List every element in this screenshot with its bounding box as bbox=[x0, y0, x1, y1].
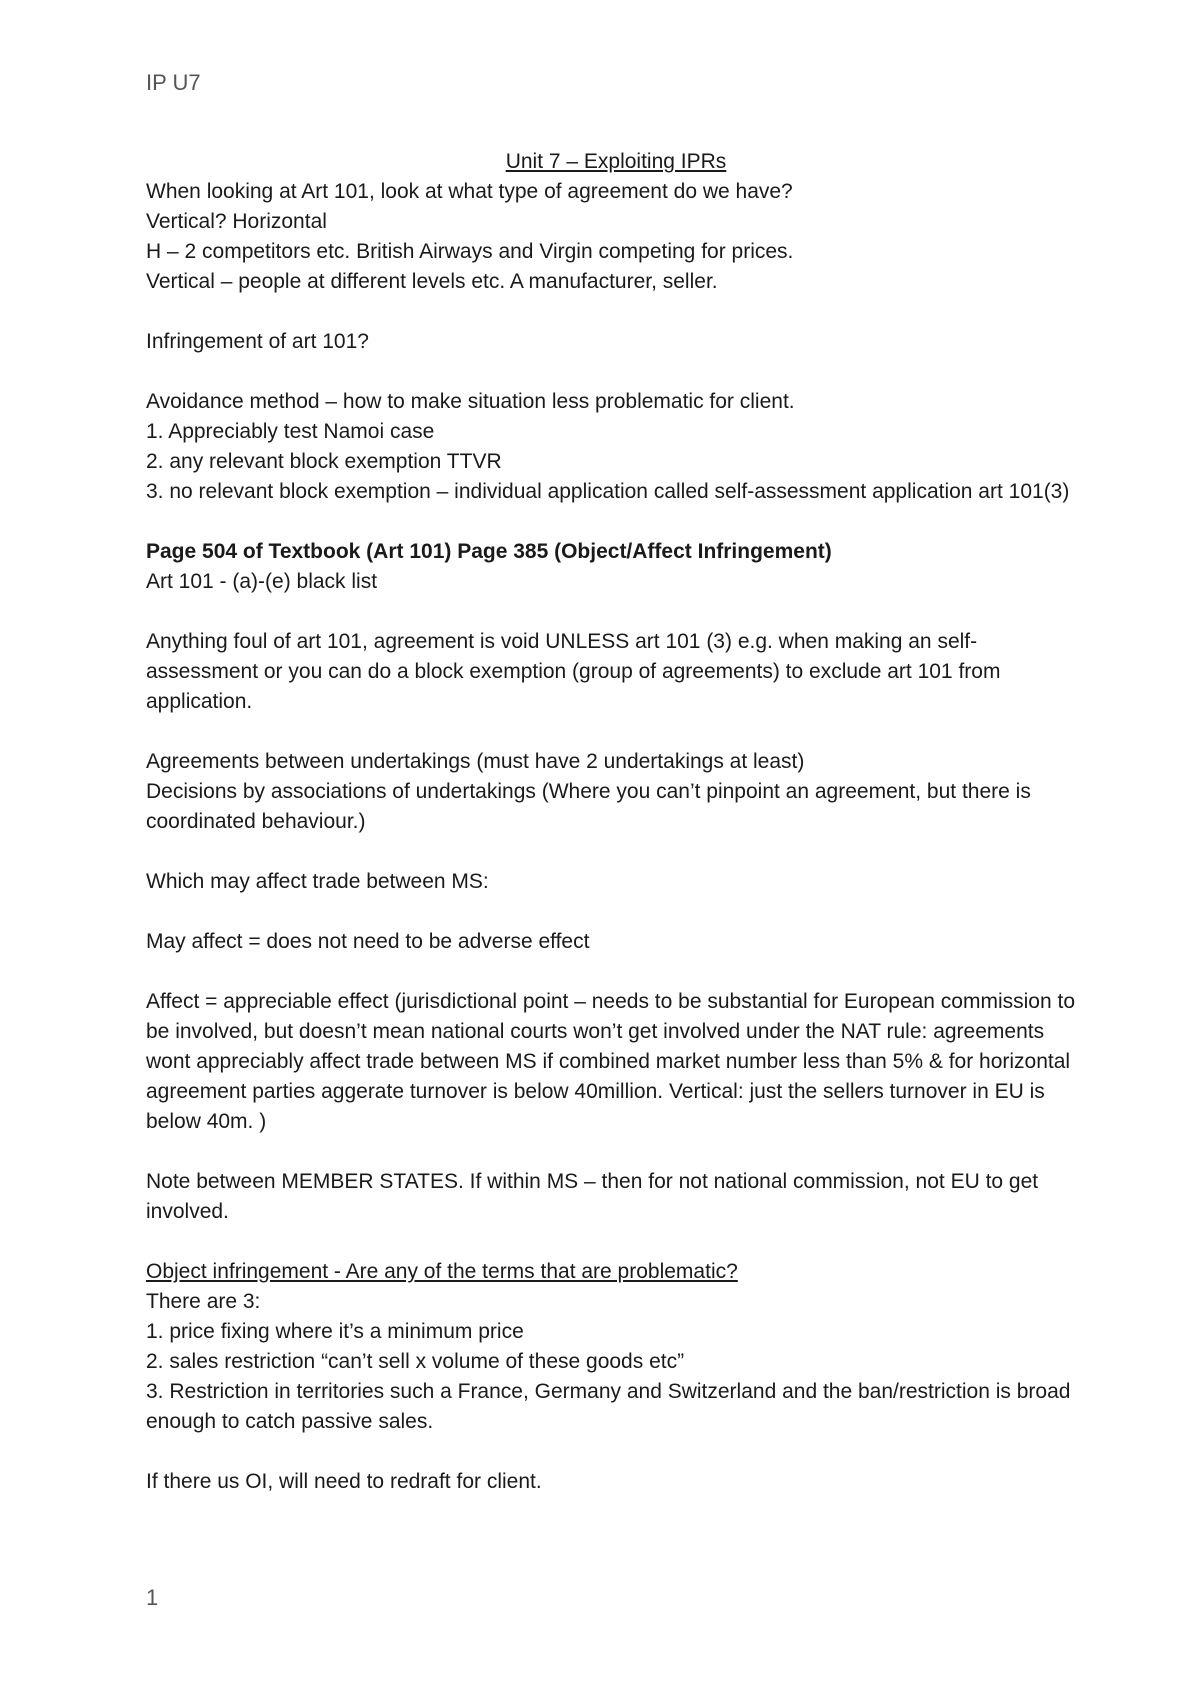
list-item: 3. no relevant block exemption – individual application called self-assessment application art 101(3) bbox=[146, 480, 1070, 503]
spacer bbox=[146, 717, 1086, 747]
list-item: 2. sales restriction “can’t sell x volume of these goods etc” bbox=[146, 1350, 685, 1373]
paragraph-line: Agreements between undertakings (must have 2 undertakings at least) bbox=[146, 750, 805, 773]
spacer bbox=[146, 507, 1086, 537]
spacer bbox=[146, 297, 1086, 327]
page-number: 1 bbox=[146, 1585, 159, 1610]
paragraph-line: Which may affect trade between MS: bbox=[146, 870, 489, 893]
spacer bbox=[146, 837, 1086, 867]
spacer bbox=[146, 357, 1086, 387]
paragraph: Decisions by associations of undertakings (Where you can’t pinpoint an agreement, but there is coordinated behaviour.) bbox=[146, 780, 1031, 833]
document-title: Unit 7 – Exploiting IPRs bbox=[505, 150, 727, 173]
section-heading: Page 504 of Textbook (Art 101) Page 385 (Object/Affect Infringement) bbox=[146, 540, 832, 563]
page-header: IP U7 bbox=[146, 70, 201, 95]
list-item: 2. any relevant block exemption TTVR bbox=[146, 450, 502, 473]
paragraph-line: Avoidance method – how to make situation less problematic for client. bbox=[146, 390, 795, 413]
paragraph-line: H – 2 competitors etc. British Airways and Virgin competing for prices. bbox=[146, 240, 794, 263]
spacer bbox=[146, 1227, 1086, 1257]
spacer bbox=[146, 1437, 1086, 1467]
paragraph-line: There are 3: bbox=[146, 1290, 261, 1313]
paragraph: Note between MEMBER STATES. If within MS – then for not national commission, not EU to get involved. bbox=[146, 1170, 1039, 1223]
paragraph-line: Infringement of art 101? bbox=[146, 330, 369, 353]
document-body bbox=[146, 147, 1086, 1497]
subheading-underlined: Object infringement - Are any of the terms that are problematic? bbox=[146, 1260, 738, 1283]
spacer bbox=[146, 1137, 1086, 1167]
spacer bbox=[146, 597, 1086, 627]
paragraph-line: May affect = does not need to be adverse effect bbox=[146, 930, 590, 953]
paragraph-line: Vertical – people at different levels etc. A manufacturer, seller. bbox=[146, 270, 718, 293]
paragraph-line: If there us OI, will need to redraft for client. bbox=[146, 1470, 542, 1493]
paragraph: Affect = appreciable effect (jurisdictional point – needs to be substantial for European commission to be involved, but doesn’t mean national courts won’t get involved under the NAT rule: agreements wont appreciably affect trade between MS if combined market number less than 5% & for horizontal agreement parties aggerate turnover is below 40million. Vertical: just the sellers turnover in EU is below 40m. ) bbox=[146, 990, 1076, 1133]
paragraph-line: Vertical? Horizontal bbox=[146, 210, 327, 233]
list-item: 1. Appreciably test Namoi case bbox=[146, 420, 435, 443]
paragraph: Anything foul of art 101, agreement is void UNLESS art 101 (3) e.g. when making an self-assessment or you can do a block exemption (group of agreements) to exclude art 101 from application. bbox=[146, 630, 1001, 713]
spacer bbox=[146, 957, 1086, 987]
list-item: 3. Restriction in territories such a France, Germany and Switzerland and the ban/restriction is broad enough to catch passive sales. bbox=[146, 1380, 1071, 1433]
list-item: 1. price fixing where it’s a minimum price bbox=[146, 1320, 524, 1343]
spacer bbox=[146, 897, 1086, 927]
paragraph-line: Art 101 - (a)-(e) black list bbox=[146, 570, 378, 593]
paragraph-line: When looking at Art 101, look at what type of agreement do we have? bbox=[146, 180, 793, 203]
